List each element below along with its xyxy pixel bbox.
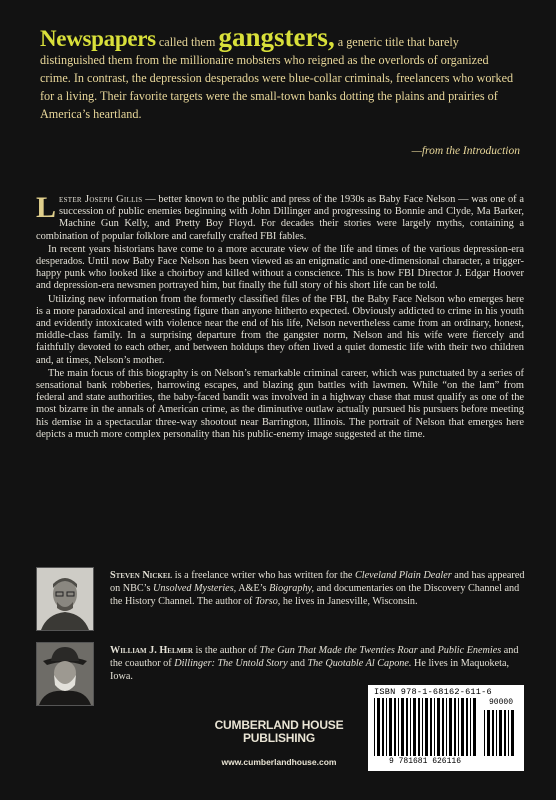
bio-text: and documentaries on the Discovery Channel and the History Channel. The author of: [110, 583, 520, 607]
quote-mid-text: called them: [155, 35, 219, 49]
publisher-logo: [214, 719, 344, 745]
bio-text: A&E’s: [236, 583, 270, 594]
barcode-bar: [434, 698, 435, 756]
bio-title: Torso,: [254, 596, 281, 607]
barcode-bar: [499, 710, 502, 756]
bio-text: and the coauthor of: [110, 645, 519, 669]
barcode-bar: [484, 710, 485, 756]
author-name: Steven Nickel: [110, 570, 173, 581]
barcode-bar: [487, 710, 490, 756]
isbn-label: ISBN 978-1-68162-611-6: [374, 687, 492, 697]
barcode-bar: [406, 698, 408, 756]
bio-text: He lives in Maquoketa, Iowa.: [110, 658, 510, 682]
ean-bars: [374, 698, 476, 756]
quote-rest-text: a generic title that barely distinguished them from the millionaire mobsters who reigned as the overlords of organized crime. In contrast, the depression desperados were blue-collar criminals, freelancers who worked for a living. Their favorite targets were the small-town banks dotting the plains and prairies of America’s heartland.: [40, 35, 514, 121]
barcode-bar: [401, 698, 404, 756]
paragraph-1-text: — better known to the public and press of the 1930s as Baby Face Nelson — was one of a succession of public enemies beginning with John Dillinger and progressing to Bonnie and Clyde, Ma Barker, Machine Gun Kelly, and Pretty Boy Floyd. For decades their stories were largely myths, containing a combination of popular folklore and carefully crafted FBI fables.: [36, 194, 524, 242]
barcode-number: 9 781681 626116: [388, 757, 461, 766]
bio-title: The Quotable Al Capone.: [307, 658, 412, 669]
bio-text: he lives in Janesville, Wisconsin.: [280, 596, 418, 607]
synopsis-paragraph-2: In recent years historians have come to a more accurate view of the life and times of the various depression-era desperados. Until now Baby Face Nelson has been viewed as an enigmatic and one-dimensional character, a trigger-happy punk who looked like a choirboy and killed without a conscience. This is how FBI Director J. Edgar Hoover and depression-era newsmen portrayed him, but finally the full story of his short life can be told.: [36, 243, 524, 292]
barcode-bar: [425, 698, 428, 756]
author-photo-nickel: [36, 567, 94, 631]
barcode-bar: [466, 698, 468, 756]
author-name: William J. Helmer: [110, 645, 193, 656]
barcode-bar: [413, 698, 416, 756]
barcode-bar: [410, 698, 411, 756]
drop-cap: L: [36, 191, 57, 224]
synopsis-paragraph-4: The main focus of this biography is on Nelson’s remarkable criminal career, which was punctuated by a series of sensational bank robberies, harrowing escapes, and blazing gun battles with lawmen. While “on the lam” from federal and state authorities, the baby-faced bandit was involved in a highway chase that must qualify as one of the most bizarre in the annals of American crime, as the diminutive outlaw actually pursued his pursuers before meeting his demise in a spectacular three-way shootout near Barrington, Illinois. The portrait of Nelson that emerges here depicts a much more complex personality than his public-enemy image suggested at the time.: [36, 367, 524, 440]
publisher-name-line-1: CUMBERLAND HOUSE: [214, 718, 344, 732]
barcode-bar: [430, 698, 432, 756]
barcode-bar: [389, 698, 392, 756]
subject-name: ester Joseph Gillis: [59, 194, 143, 205]
barcode-bar: [454, 698, 456, 756]
barcode-bar: [461, 698, 464, 756]
barcode-bar: [437, 698, 440, 756]
barcode-bar: [473, 698, 476, 756]
barcode-bar: [508, 710, 509, 756]
bio-title: Unsolved Mysteries,: [153, 583, 237, 594]
synopsis-paragraph-1: [36, 191, 524, 243]
quote-lead-word-2: gangsters,: [218, 22, 335, 52]
barcode-bar: [422, 698, 423, 756]
quote-lead-word-1: Newspapers: [40, 26, 156, 51]
barcode-bar: [377, 698, 380, 756]
bio-text: and: [287, 658, 308, 669]
publisher-website: www.cumberlandhouse.com: [221, 757, 337, 767]
barcode-bar: [394, 698, 396, 756]
author-bio-nickel: [110, 569, 528, 608]
quote-attribution: —from the Introduction: [411, 145, 520, 157]
pull-quote: [40, 22, 520, 123]
bio-text: is the author of: [192, 645, 260, 656]
barcode-bar: [496, 710, 497, 756]
author-bio-helmer: [110, 644, 528, 683]
price-code: 90000: [488, 698, 513, 707]
barcode-bar: [470, 698, 471, 756]
barcode-bar: [442, 698, 444, 756]
bio-title: Dillinger: The Untold Story: [174, 658, 288, 669]
barcode-bar: [458, 698, 459, 756]
synopsis-paragraph-3: Utilizing new information from the formerly classified files of the FBI, the Baby Face Nelson who emerges here is a more paradoxical and interesting figure than anyone hitherto expected. Obviously addicted to crime in his youth and evidently intoxicated with violence near the end of his life, Nelson nevertheless came from an ordinary, honest, middle-class family. In a surprising departure from the gangster norm, Nelson and his wife were fiercely and faithfully devoted to each other, and between holdups they often lived a quiet domestic life with their two children and, at times, Nelson’s mother.: [36, 293, 524, 366]
barcode-bar: [511, 710, 514, 756]
barcode-bar: [504, 710, 506, 756]
barcode-panel: [368, 685, 524, 771]
bio-title: Public Enemies: [437, 645, 502, 656]
synopsis: [36, 191, 524, 442]
barcode-bar: [398, 698, 399, 756]
barcode-bar: [386, 698, 387, 756]
publisher-name-line-2: PUBLISHING: [242, 731, 315, 745]
bio-text: is a freelance writer who has written for the: [172, 570, 355, 581]
bio-title: Cleveland Plain Dealer: [354, 570, 452, 581]
bio-text: and has appeared on NBC’s: [110, 570, 525, 594]
price-addon-bars: [484, 710, 514, 756]
bio-title: Biography,: [269, 583, 315, 594]
barcode-bar: [446, 698, 447, 756]
barcode-bar: [374, 698, 375, 756]
barcode-bar: [492, 710, 494, 756]
barcode-bar: [449, 698, 452, 756]
barcode-bar: [418, 698, 420, 756]
author-photo-helmer: [36, 642, 94, 706]
bio-title: The Gun That Made the Twenties Roar: [259, 645, 418, 656]
barcode-bar: [382, 698, 384, 756]
bio-text: and: [417, 645, 438, 656]
